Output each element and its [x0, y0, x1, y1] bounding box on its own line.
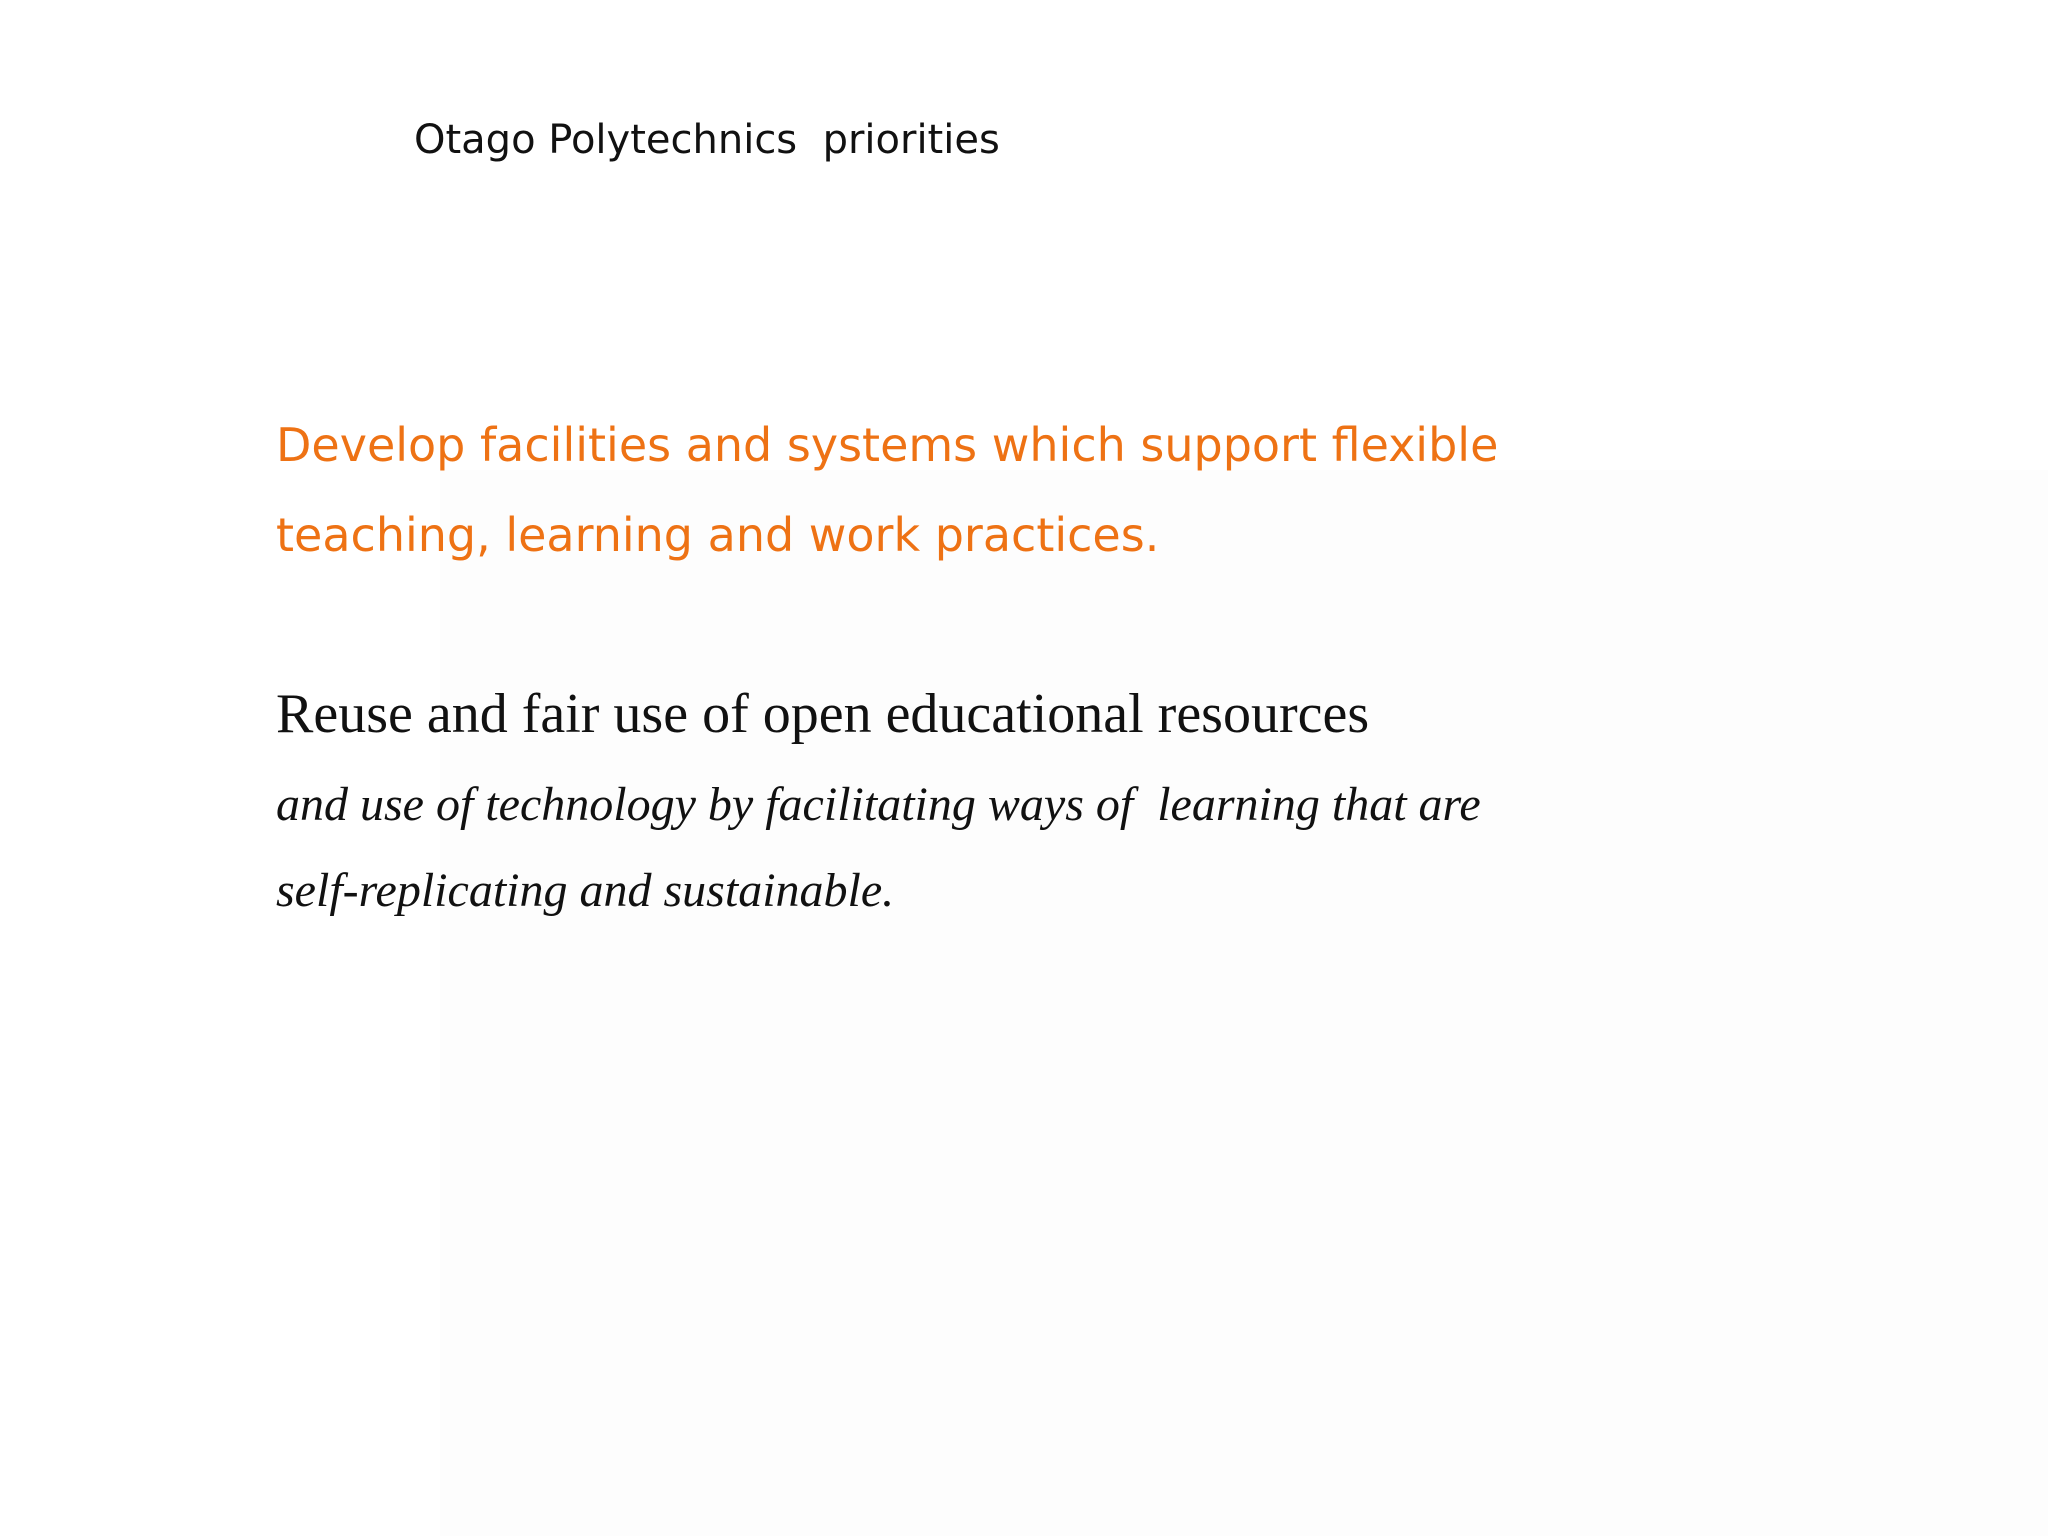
reuse-line-2: self-replicating and sustainable. — [276, 864, 895, 917]
reuse-line-1: and use of technology by facilitating ways of learning that are — [276, 778, 1481, 831]
priority-statement — [276, 400, 1776, 580]
reuse-description — [276, 762, 1876, 934]
priority-line-1: Develop facilities and systems which support flexible — [276, 418, 1499, 472]
slide-title: Otago Polytechnics priorities — [414, 117, 1000, 163]
reuse-heading: Reuse and fair use of open educational resources — [276, 683, 1370, 745]
priority-line-2: teaching, learning and work practices. — [276, 508, 1160, 562]
background-panel — [440, 470, 2048, 1536]
